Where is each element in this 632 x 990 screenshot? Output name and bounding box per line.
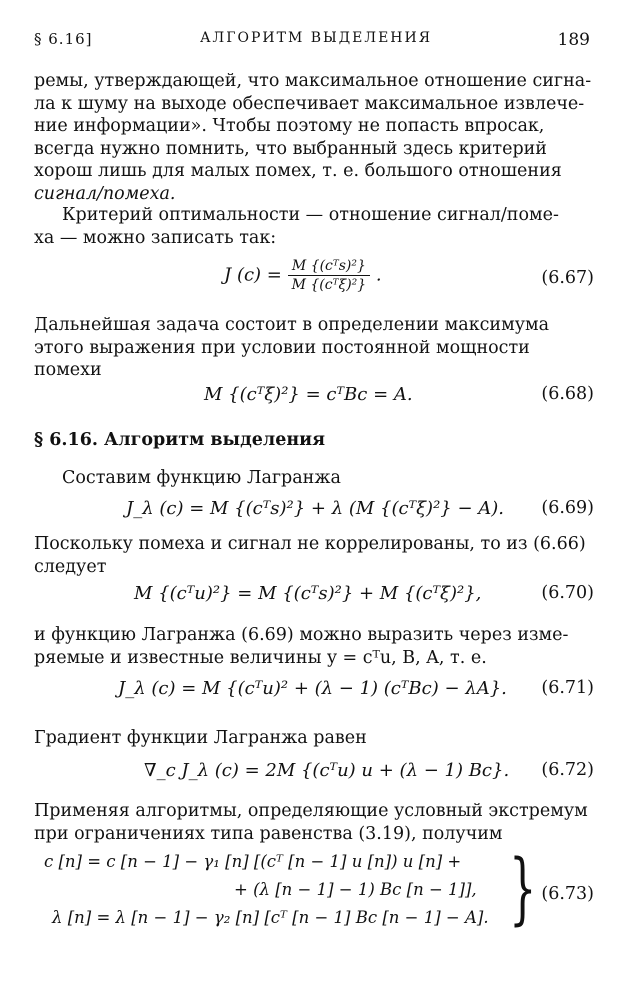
equation-line-1: c [n] = c [n − 1] − γ₁ [n] [(cᵀ [n − 1] u [n]) u [n] + bbox=[44, 852, 462, 871]
text-line: Применяя алгоритмы, определяющие условный экстремум bbox=[34, 801, 588, 821]
paragraph-4 bbox=[34, 467, 594, 490]
equation-6-68 bbox=[34, 384, 594, 408]
text-line: Градиент функции Лагранжа равен bbox=[34, 728, 367, 748]
equation-number: (6.72) bbox=[541, 760, 594, 780]
equation-6-73 bbox=[34, 844, 594, 936]
fraction-numerator: M {(cᵀs)²} bbox=[288, 258, 371, 276]
text-line: ряемые и известные величины y = cᵀu, B, A, т. е. bbox=[34, 647, 487, 668]
text-line: Составим функцию Лагранжа bbox=[62, 468, 341, 488]
paragraph-6 bbox=[34, 624, 594, 669]
paragraph-7 bbox=[34, 727, 594, 750]
fraction-denominator: M {(cᵀξ)²} bbox=[291, 277, 367, 293]
equation-number: (6.70) bbox=[541, 583, 594, 603]
paragraph-2 bbox=[34, 204, 594, 249]
paragraph-1 bbox=[34, 70, 594, 205]
text-line: ремы, утверждающей, что максимальное отношение сигна- bbox=[34, 71, 592, 91]
equation-number: (6.67) bbox=[541, 268, 594, 288]
equation-6-71 bbox=[34, 678, 594, 702]
equation-tail: . bbox=[375, 264, 382, 286]
equation-body: J_λ (c) = M {(cᵀs)²} + λ (M {(cᵀξ)²} − A). bbox=[126, 498, 505, 519]
equation-fraction bbox=[288, 258, 371, 293]
header-title: АЛГОРИТМ ВЫДЕЛЕНИЯ bbox=[199, 30, 433, 46]
text-line: Дальнейшая задача состоит в определении максимума bbox=[34, 315, 550, 335]
equation-line-2: + (λ [n − 1] − 1) Bc [n − 1]], bbox=[234, 880, 477, 899]
equation-body: J_λ (c) = M {(cᵀu)² + (λ − 1) (cᵀBc) − λA}. bbox=[118, 678, 507, 699]
brace-symbol: } bbox=[509, 844, 537, 934]
equation-body: M {(cᵀξ)²} = cᵀBc = A. bbox=[204, 384, 413, 405]
text-line: помехи bbox=[34, 360, 102, 380]
text-line: следует bbox=[34, 556, 107, 577]
equation-6-70 bbox=[34, 583, 594, 607]
text-line: ние информации». Чтобы поэтому не попасть впросак, bbox=[34, 116, 545, 136]
equation-6-69 bbox=[34, 498, 594, 522]
text-line: хорош лишь для малых помех, т. е. большого отношения bbox=[34, 161, 562, 181]
text-line: и функцию Лагранжа (6.69) можно выразить через изме- bbox=[34, 625, 569, 645]
equation-line-3: λ [n] = λ [n − 1] − γ₂ [n] [cᵀ [n − 1] Bc [n − 1] − A]. bbox=[52, 908, 489, 927]
paragraph-3 bbox=[34, 314, 594, 382]
equation-body: M {(cᵀu)²} = M {(cᵀs)²} + M {(cᵀξ)²}, bbox=[134, 583, 482, 604]
equation-number: (6.73) bbox=[541, 884, 594, 904]
paragraph-8 bbox=[34, 800, 594, 845]
equation-6-72 bbox=[34, 760, 594, 784]
paragraph-5 bbox=[34, 533, 594, 578]
equation-6-67 bbox=[34, 256, 594, 302]
text-line: Критерий оптимальности — отношение сигнал/поме- bbox=[62, 205, 559, 225]
header-section: § 6.16] bbox=[34, 30, 93, 48]
text-line: ла к шуму на выходе обеспечивает максимальное извлече- bbox=[34, 93, 585, 114]
text-line: Поскольку помеха и сигнал не коррелированы, то из (6.66) bbox=[34, 534, 586, 554]
text-line: всегда нужно помнить, что выбранный здесь критерий bbox=[34, 138, 547, 159]
equation-number: (6.71) bbox=[541, 678, 594, 698]
section-heading: § 6.16. Алгоритм выделения bbox=[34, 430, 326, 450]
equation-number: (6.68) bbox=[541, 384, 594, 404]
equation-body: ∇_c J_λ (c) = 2M {(cᵀu) u + (λ − 1) Bc}. bbox=[144, 760, 510, 781]
page-number: 189 bbox=[557, 30, 590, 50]
text-line: сигнал/помеха. bbox=[34, 183, 176, 204]
text-line: при ограничениях типа равенства (3.19), получим bbox=[34, 823, 503, 844]
text-line: этого выражения при условии постоянной мощности bbox=[34, 337, 530, 358]
equation-lhs: J (c) = bbox=[224, 264, 282, 286]
text-line: ха — можно записать так: bbox=[34, 227, 277, 248]
equation-number: (6.69) bbox=[541, 498, 594, 518]
